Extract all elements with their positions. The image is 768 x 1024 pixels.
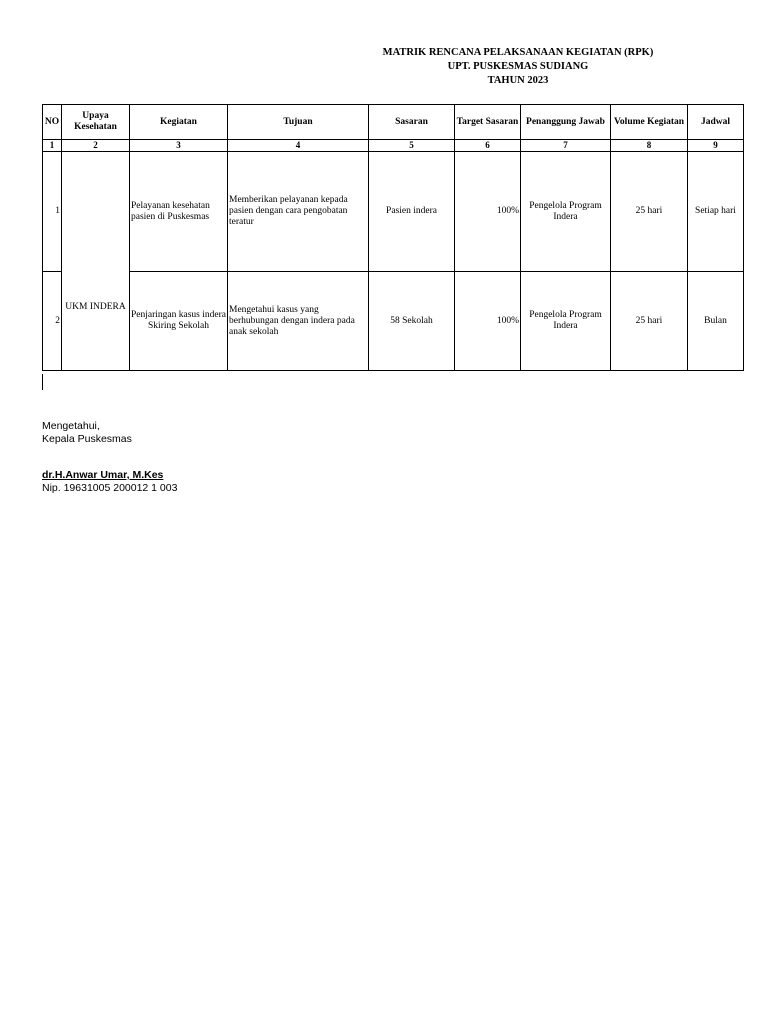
- header-upaya: Upaya Kesehatan: [62, 105, 130, 140]
- column-number: 5: [369, 140, 455, 152]
- title-line-2: UPT. PUSKESMAS SUDIANG: [447, 61, 589, 72]
- header-penanggung-jawab: Penanggung Jawab: [521, 105, 611, 140]
- column-number: 4: [228, 140, 369, 152]
- header-kegiatan: Kegiatan: [130, 105, 228, 140]
- column-number: 9: [688, 140, 744, 152]
- document-title: [300, 46, 736, 88]
- row-no: 1: [43, 152, 62, 272]
- column-number: 6: [455, 140, 521, 152]
- row-penanggung-jawab: Pengelola Program Indera: [521, 272, 611, 371]
- row-jadwal: Setiap hari: [688, 152, 744, 272]
- title-line-3: TAHUN 2023: [487, 75, 549, 86]
- signature-line-1: Mengetahui,: [42, 420, 100, 432]
- row-tujuan: Mengetahui kasus yang berhubungan dengan indera pada anak sekolah: [228, 272, 369, 371]
- rpk-table: [42, 104, 744, 371]
- table-header-row: [43, 105, 744, 140]
- header-sasaran: Sasaran: [369, 105, 455, 140]
- header-target: Target Sasaran: [455, 105, 521, 140]
- table-row: [43, 152, 744, 272]
- row-volume: 25 hari: [611, 152, 688, 272]
- signatory-nip: Nip. 19631005 200012 1 003: [42, 482, 178, 494]
- column-number: 1: [43, 140, 62, 152]
- header-volume: Volume Kegiatan: [611, 105, 688, 140]
- row-no: 2: [43, 272, 62, 371]
- row-penanggung-jawab: Pengelola Program Indera: [521, 152, 611, 272]
- row-sasaran: Pasien indera: [369, 152, 455, 272]
- column-number: 3: [130, 140, 228, 152]
- header-tujuan: Tujuan: [228, 105, 369, 140]
- column-number: 7: [521, 140, 611, 152]
- upaya-kesehatan: UKM INDERA: [65, 302, 126, 312]
- column-number-row: [43, 140, 744, 152]
- signature-block: [42, 420, 177, 495]
- row-target: 100%: [455, 272, 521, 371]
- upaya-kesehatan-cell: [62, 152, 130, 371]
- signatory-name: dr.H.Anwar Umar, M.Kes: [42, 469, 164, 481]
- table-border-tail: [42, 374, 43, 390]
- header-no: NO: [43, 105, 62, 140]
- header-jadwal: Jadwal: [688, 105, 744, 140]
- row-sasaran: 58 Sekolah: [369, 272, 455, 371]
- row-kegiatan: Pelayanan kesehatan pasien di Puskesmas: [130, 152, 228, 272]
- row-target: 100%: [455, 152, 521, 272]
- column-number: 2: [62, 140, 130, 152]
- row-kegiatan: Penjaringan kasus indera Skiring Sekolah: [130, 272, 228, 371]
- column-number: 8: [611, 140, 688, 152]
- row-tujuan: Memberikan pelayanan kepada pasien dengan cara pengobatan teratur: [228, 152, 369, 272]
- title-line-1: MATRIK RENCANA PELAKSANAAN KEGIATAN (RPK): [382, 47, 654, 58]
- row-jadwal: Bulan: [688, 272, 744, 371]
- row-volume: 25 hari: [611, 272, 688, 371]
- signature-line-2: Kepala Puskesmas: [42, 433, 132, 445]
- table-row: [43, 272, 744, 371]
